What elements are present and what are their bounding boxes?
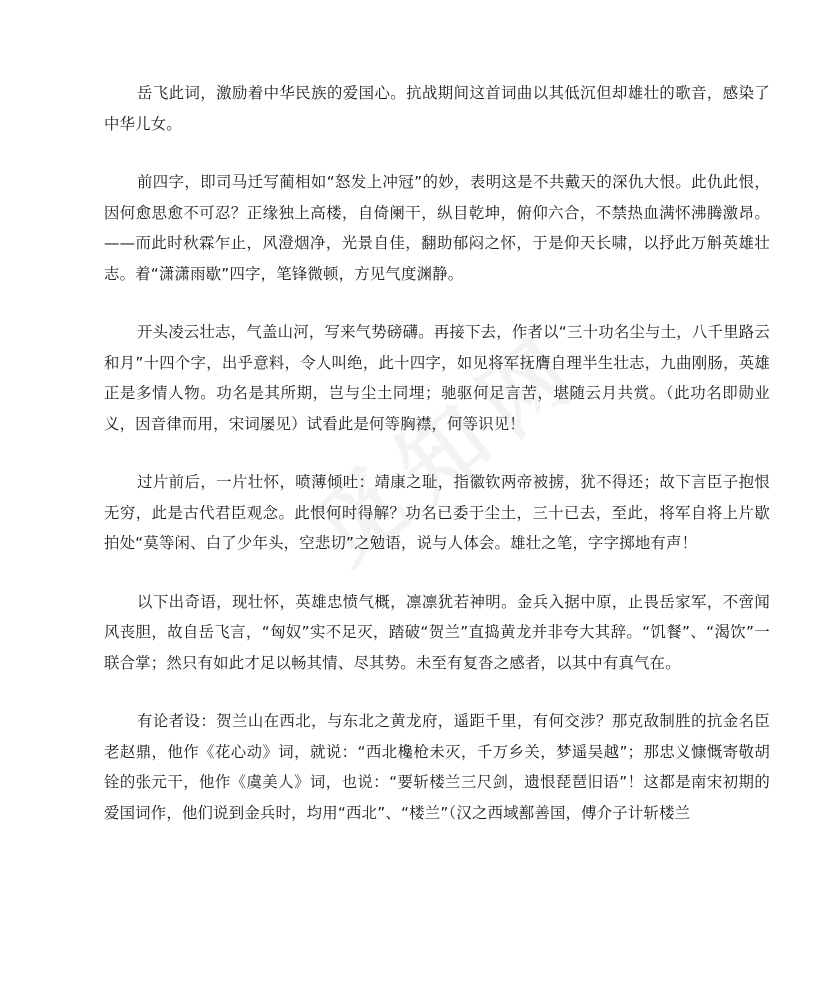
paragraph-4: 过片前后，一片壮怀，喷薄倾吐：靖康之耻，指徽钦两帝被掳，犹不得还；故下言臣子抱恨无穷，此是古代君臣观念。此恨何时得解？功名已委于尘土，三十已去，至此，将军自将上片歇拍处“莫等闲、白了少年头，空悲切”之勉语，说与人体会。雄壮之笔，字字掷地有声！ bbox=[104, 473, 770, 552]
paragraph-1: 岳飞此词，激励着中华民族的爱国心。抗战期间这首词曲以其低沉但却雄壮的歌音，感染了中华儿女。 bbox=[104, 84, 770, 133]
document-page bbox=[104, 78, 770, 856]
paragraph-6: 有论者设：贺兰山在西北，与东北之黄龙府，遥距千里，有何交涉？那克敌制胜的抗金名臣老赵鼎，他作《花心动》词，就说：“西北欃枪未灭，千万乡关，梦遥吴越”；那忠义慷慨寄敬胡铨的张元干，他作《虞美人》词，也说：“要斩楼兰三尺剑，遗恨琵琶旧语”！这都是南宋初期的爱国词作，他们说到金兵时，均用“西北”、“楼兰”（汉之西域鄯善国，傅介子计斩楼兰 bbox=[104, 712, 770, 822]
paragraph-2: 前四字，即司马迁写蔺相如“怒发上冲冠”的妙，表明这是不共戴天的深仇大恨。此仇此恨，因何愈思愈不可忍？正缘独上高楼，自倚阑干，纵目乾坤，俯仰六合，不禁热血满怀沸腾激昂。——而此时秋霖乍止，风澄烟净，光景自佳，翻助郁闷之怀，于是仰天长啸，以抒此万斛英雄壮志。着“潇潇雨歇”四字，笔锋微顿，方见气度渊静。 bbox=[104, 173, 770, 283]
paragraph-3: 开头凌云壮志，气盖山河，写来气势磅礴。再接下去，作者以“三十功名尘与土，八千里路云和月”十四个字，出乎意料，令人叫绝，此十四字，如见将军抚膺自理半生壮志，九曲刚肠，英雄正是多情人物。功名是其所期，岂与尘土同埋；驰驱何足言苦，堪随云月共赏。（此功名即勋业义，因音律而用，宋词屡见）试看此是何等胸襟，何等识见！ bbox=[104, 323, 770, 433]
paragraph-5: 以下出奇语，现壮怀，英雄忠愤气概，凛凛犹若神明。金兵入据中原，止畏岳家军，不啻闻风丧胆，故自岳飞言，“匈奴”实不足灭，踏破“贺兰”直捣黄龙并非夸大其辞。“饥餐”、“渴饮”一联合掌；然只有如此才足以畅其情、尽其势。未至有复沓之感者，以其中有真气在。 bbox=[104, 592, 770, 672]
